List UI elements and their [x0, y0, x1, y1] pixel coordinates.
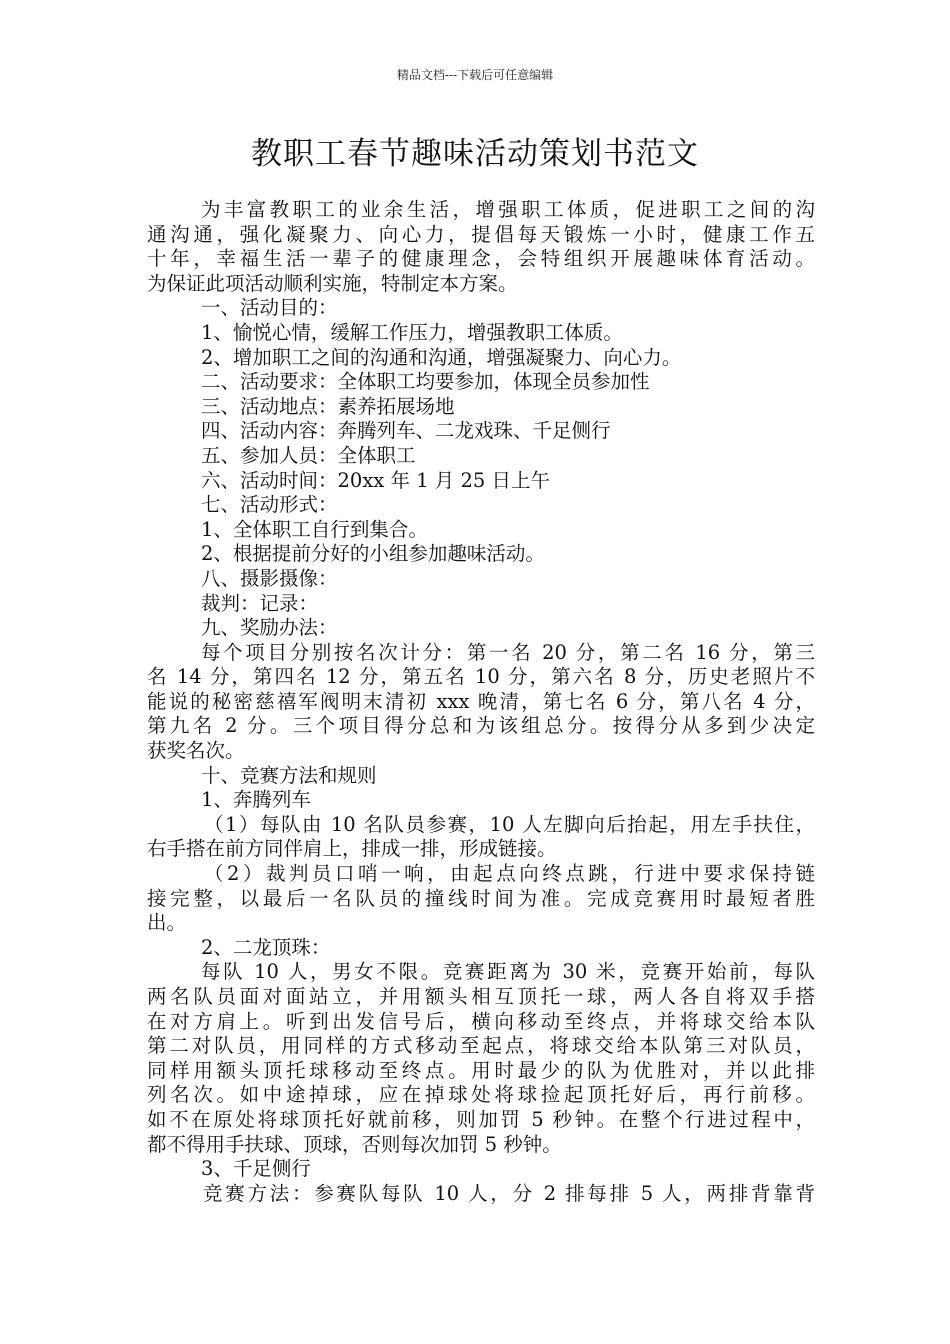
body-text-line: 如不在原处将球顶托好就前移，则加罚 5 秒钟。在整个行进过程中，: [147, 1107, 815, 1131]
body-text-line: 都不得用手扶球、顶球，否则每次加罚 5 秒钟。: [147, 1132, 562, 1156]
body-text-line: 第二对队员，用同样的方式移动至起点，将球交给本队第三对队员，: [147, 1034, 815, 1058]
body-text-line: 接完整，以最后一名队员的撞线时间为准。完成竞赛用时最短者胜: [147, 886, 815, 910]
body-text-line: 右手搭在前方同伴肩上，排成一排，形成链接。: [147, 837, 557, 861]
body-text-line: 六、活动时间：20xx 年 1 月 25 日上午: [201, 468, 551, 492]
body-text-line: 列名次。如中途掉球，应在掉球处将球捡起顶托好后，再行前移。: [147, 1083, 815, 1107]
body-text-line: 为保证此项活动顺利实施，特制定本方案。: [147, 271, 518, 295]
body-text-line: 四、活动内容：奔腾列车、二龙戏珠、千足侧行: [201, 419, 611, 443]
body-text-line: 2、二龙顶珠：: [201, 935, 331, 959]
body-text-line: 每队 10 人，男女不限。竞赛距离为 30 米，竞赛开始前，每队: [201, 960, 815, 984]
body-text-line: 3、千足侧行: [201, 1157, 311, 1181]
body-text-line: 同样用额头顶托球移动至终点。用时最少的队为优胜对，并以此排: [147, 1058, 815, 1082]
body-text-line: （1）每队由 10 名队员参赛，10 人左脚向后抬起，用左手扶住，: [204, 812, 815, 836]
body-text-line: 裁判：记录：: [201, 591, 319, 615]
body-text-line: 在对方肩上。听到出发信号后，横向移动至终点，并将球交给本队: [147, 1009, 815, 1033]
body-text-line: 为丰富教职工的业余生活，增强职工体质，促进职工之间的沟: [201, 198, 815, 221]
body-text-line: 十、竞赛方法和规则: [201, 763, 377, 787]
body-text-line: 九、奖励办法：: [201, 616, 338, 640]
body-text-line: 通沟通，强化凝聚力、向心力，提倡每天锻炼一小时，健康工作五: [147, 222, 815, 246]
body-text-line: 八、摄影摄像：: [201, 566, 338, 590]
body-text-line: 两名队员面对面站立，并用额头相互顶托一球，两人各自将双手搭: [147, 985, 815, 1008]
document-body: [147, 198, 815, 1206]
body-text-line: 名 14 分，第四名 12 分，第五名 10 分，第六名 8 分，历史老照片不: [147, 665, 815, 689]
body-text-line: 1、全体职工自行到集合。: [201, 517, 428, 541]
body-text-line: 一、活动目的：: [201, 296, 338, 320]
body-text-line: （2）裁判员口哨一响，由起点向终点跳，行进中要求保持链: [204, 862, 815, 886]
body-text-line: 每个项目分别按名次计分：第一名 20 分，第二名 16 分，第三: [201, 640, 815, 664]
body-text-line: 三、活动地点：素养拓展场地: [201, 394, 455, 418]
body-text-line: 七、活动形式：: [201, 493, 338, 517]
body-text-line: 2、根据提前分好的小组参加趣味活动。: [201, 542, 545, 566]
body-text-line: 2、增加职工之间的沟通和沟通，增强凝聚力、向心力。: [201, 345, 682, 369]
body-text-line: 获奖名次。: [147, 739, 245, 763]
body-text-line: 能说的秘密慈禧军阀明末清初 xxx 晚清，第七名 6 分，第八名 4 分，: [147, 689, 815, 713]
body-text-line: 竞赛方法：参赛队每队 10 人，分 2 排每排 5 人，两排背靠背: [203, 1181, 815, 1205]
body-text-line: 十年，幸福生活一辈子的健康理念，会特组织开展趣味体育活动。: [147, 247, 815, 271]
document-header-note: 精品文档---下载后可任意编辑: [396, 68, 554, 82]
body-text-line: 1、奔腾列车: [201, 788, 311, 812]
body-text-line: 第九名 2 分。三个项目得分总和为该组总分。按得分从多到少决定: [147, 714, 815, 738]
body-text-line: 1、愉悦心情，缓解工作压力，增强教职工体质。: [201, 320, 623, 344]
body-text-line: 二、活动要求：全体职工均要参加，体现全员参加性: [201, 370, 650, 394]
body-text-line: 出。: [147, 911, 187, 935]
body-text-line: 五、参加人员：全体职工: [201, 443, 416, 467]
document-title: 教职工春节趣味活动策划书范文: [251, 136, 699, 172]
